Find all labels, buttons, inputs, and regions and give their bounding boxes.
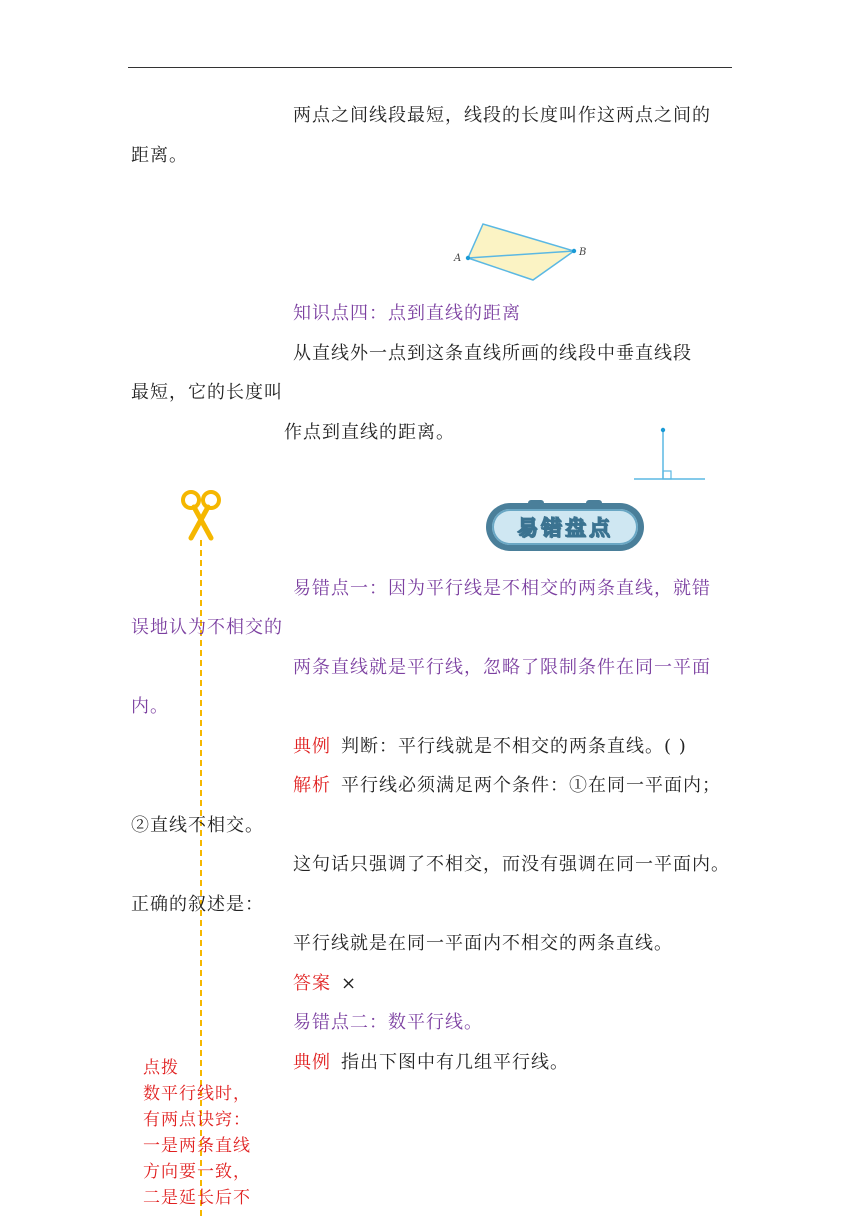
badge-text: 易错盘点 [517, 516, 613, 540]
sidenote-line: 有两点诀窍： [143, 1110, 251, 1130]
text-line: 这句话只强调了不相交，而没有强调在同一平面内。 [293, 854, 730, 875]
point-b-label: B [579, 247, 587, 258]
section-heading: 知识点四：点到直线的距离 [293, 303, 521, 324]
sidenote-line: 一是两条直线 [143, 1136, 251, 1156]
right-angle-mark [663, 471, 671, 479]
text-line: 平行线就是在同一平面内不相交的两条直线。 [293, 933, 673, 954]
analysis-tag: 解析 [293, 775, 331, 796]
analysis-line [293, 773, 721, 799]
example-tag: 典例 [293, 1052, 331, 1073]
text-line: 内。 [131, 696, 169, 717]
example-line [293, 734, 687, 760]
sidenote-title: 点拨 [143, 1058, 179, 1078]
answer-tag: 答案 [293, 973, 331, 994]
example-line [293, 1050, 569, 1076]
sidenote-line: 数平行线时， [143, 1084, 251, 1104]
text-line: 两条直线就是平行线，忽略了限制条件在同一平面 [293, 657, 711, 678]
sidenote-line: 二是延长后不 [143, 1188, 251, 1208]
answer-text: × [341, 973, 358, 994]
section-badge [486, 503, 644, 551]
segment-shortest-figure [448, 218, 598, 290]
point-a-dot [466, 256, 470, 260]
badge-notch [528, 500, 544, 506]
badge-inner [492, 509, 638, 545]
point-b-dot [572, 249, 576, 253]
mistake-heading: 易错点二：数平行线。 [293, 1012, 483, 1033]
badge-notch [586, 500, 602, 506]
example-text: 判断：平行线就是不相交的两条直线。( ) [341, 736, 687, 757]
analysis-text: 平行线必须满足两个条件：①在同一平面内； [341, 775, 721, 796]
text-line: 最短，它的长度叫 [131, 382, 283, 403]
text-line: 作点到直线的距离。 [284, 422, 455, 443]
scissors-icon [178, 488, 224, 542]
perpendicular-figure [630, 424, 710, 484]
example-text: 指出下图中有几组平行线。 [341, 1052, 569, 1073]
answer-line [293, 971, 357, 997]
text-line: 误地认为不相交的 [131, 617, 283, 638]
sidenote-line: 方向要一致， [143, 1162, 251, 1182]
text-line: ②直线不相交。 [131, 815, 264, 836]
header-rule [128, 67, 732, 68]
mistake-heading: 易错点一：因为平行线是不相交的两条直线，就错 [293, 578, 711, 599]
external-point-dot [661, 428, 665, 432]
point-a-label: A [454, 253, 462, 264]
text-line: 正确的叙述是： [131, 894, 264, 915]
text-line: 两点之间线段最短，线段的长度叫作这两点之间的 [293, 105, 711, 126]
text-line: 距离。 [131, 145, 188, 166]
text-line: 从直线外一点到这条直线所画的线段中垂直线段 [293, 343, 692, 364]
example-tag: 典例 [293, 736, 331, 757]
